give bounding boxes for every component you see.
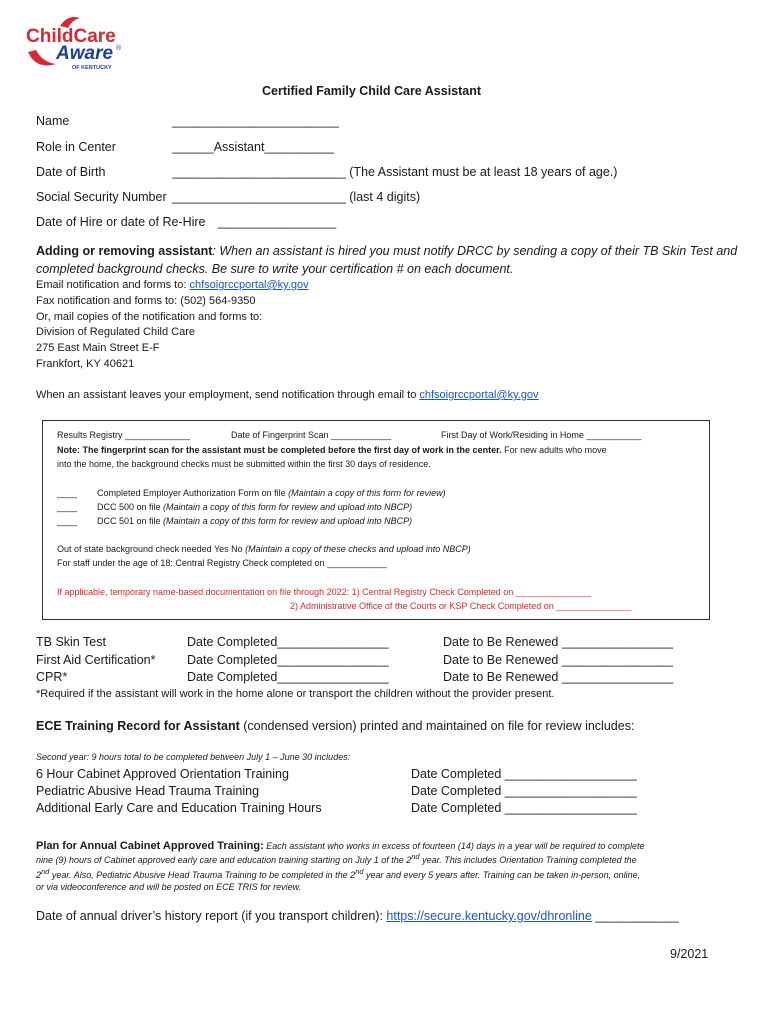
- plan-heading: Plan for Annual Cabinet Approved Training:: [36, 840, 264, 852]
- adding-text2: completed background checks. Be sure to write your certification # on each document.: [36, 262, 514, 276]
- first-day[interactable]: First Day of Work/Residing in Home ___________: [441, 430, 642, 440]
- plan-text3b: year. Also, Pediatric Abusive Head Trauma Training to be completed in the 2: [49, 870, 356, 880]
- item3-note: (Maintain a copy of this form for review and upload into NBCP): [163, 516, 413, 526]
- email-line: [36, 279, 309, 291]
- ece-heading: [36, 719, 634, 733]
- item1: [97, 488, 446, 498]
- fax-line: Fax notification and forms to: (502) 564-9350: [36, 295, 256, 307]
- logo-line2: Aware: [56, 43, 114, 64]
- adding-heading: Adding or removing assistant: [36, 244, 213, 258]
- additional-training-label: Additional Early Care and Education Training Hours: [36, 801, 322, 815]
- page-title: Certified Family Child Care Assistant: [262, 84, 482, 98]
- note-bold: Note: The fingerprint scan for the assistant must be completed before the first day of work in the center.: [57, 445, 502, 455]
- firstaid-completed[interactable]: Date Completed________________: [187, 653, 389, 667]
- role-field[interactable]: ______Assistant__________: [172, 140, 334, 154]
- note-line1: [57, 445, 607, 455]
- additional-training-date[interactable]: Date Completed ___________________: [411, 801, 637, 815]
- required-footnote: *Required if the assistant will work in the home alone or transport the children without the provider present.: [36, 688, 555, 700]
- plan-text3c: year and every 5 years after. Training can be taken in-person, online,: [363, 870, 641, 880]
- plan-text2a: nine (9) hours of Cabinet approved early care and education training starting on July 1 of the 2: [36, 855, 412, 865]
- plan-text1: Each assistant who works in excess of fourteen (14) days in a year will be required to complete: [263, 841, 645, 851]
- hire-label: Date of Hire or date of Re-Hire: [36, 215, 206, 229]
- drivers-line: [36, 909, 679, 923]
- cpr-label: CPR*: [36, 670, 68, 684]
- leave-line: [36, 389, 539, 401]
- hire-field[interactable]: _________________: [218, 215, 337, 229]
- out-of-state-line: [57, 544, 471, 554]
- orientation-label: 6 Hour Cabinet Approved Orientation Training: [36, 767, 289, 781]
- dob-field[interactable]: _________________________ (The Assistant must be at least 18 years of age.): [172, 165, 618, 179]
- logo-registered: ®: [116, 45, 122, 52]
- address-line2: 275 East Main Street E-F: [36, 342, 160, 354]
- logo-sub: OF KENTUCKY: [72, 65, 112, 71]
- note-rest1: For new adults who move: [501, 445, 607, 455]
- item2: [97, 502, 412, 512]
- name-label: Name: [36, 114, 70, 128]
- plan-text3a: 2: [36, 870, 42, 880]
- out-of-state-note: (Maintain a copy of these checks and upload into NBCP): [245, 544, 471, 554]
- item3: [97, 516, 412, 526]
- ece-heading-rest: (condensed version) printed and maintained on file for review includes:: [239, 719, 635, 733]
- item2-text: DCC 500 on file: [97, 502, 164, 512]
- plan-sup2: nd: [41, 867, 50, 876]
- role-label: Role in Center: [36, 140, 116, 154]
- temp-doc-line2[interactable]: 2) Administrative Office of the Courts or KSP Check Completed on _______________: [290, 601, 632, 611]
- ece-heading-bold: ECE Training Record for Assistant: [36, 719, 240, 733]
- childcare-aware-logo: [22, 12, 126, 72]
- leave-email-link[interactable]: chfsoigrccportal@ky.gov: [419, 389, 539, 401]
- firstaid-renew[interactable]: Date to Be Renewed ________________: [443, 653, 674, 667]
- name-field[interactable]: ________________________: [172, 114, 339, 128]
- mail-line: Or, mail copies of the notification and forms to:: [36, 311, 263, 323]
- adding-line1: [36, 244, 737, 258]
- ssn-label: Social Security Number: [36, 190, 167, 204]
- item3-text: DCC 501 on file: [97, 516, 164, 526]
- ssn-field[interactable]: _________________________ (last 4 digits): [172, 190, 421, 204]
- drivers-link[interactable]: https://secure.kentucky.gov/dhronline: [386, 909, 592, 923]
- item1-text: Completed Employer Authorization Form on file: [97, 488, 289, 498]
- ahtt-label: Pediatric Abusive Head Trauma Training: [36, 784, 260, 798]
- item1-note: (Maintain a copy of this form for review): [288, 488, 446, 498]
- plan-sup3: nd: [355, 867, 364, 876]
- out-of-state-text[interactable]: Out of state background check needed Yes No: [57, 544, 246, 554]
- address-line3: Frankfort, KY 40621: [36, 358, 135, 370]
- under18-line[interactable]: For staff under the age of 18: Central Registry Check completed on ____________: [57, 558, 388, 568]
- plan-line4: or via videoconference and will be posted on ECE TRIS for review.: [36, 882, 302, 892]
- adding-text1: : When an assistant is hired you must notify DRCC by sending a copy of their TB Skin Test and: [212, 244, 738, 258]
- item2-note: (Maintain a copy of this form for review and upload into NBCP): [163, 502, 413, 512]
- cpr-renew[interactable]: Date to Be Renewed ________________: [443, 670, 674, 684]
- dob-label: Date of Birth: [36, 165, 106, 179]
- item3-blank[interactable]: ____: [57, 516, 78, 526]
- cpr-completed[interactable]: Date Completed________________: [187, 670, 389, 684]
- temp-doc-line1[interactable]: If applicable, temporary name-based documentation on file through 2022: 1) Central Registry Check Completed on _______________: [57, 587, 591, 597]
- plan-text2b: year. This includes Orientation Training completed the: [419, 855, 637, 865]
- plan-line3: [36, 867, 640, 880]
- ahtt-date[interactable]: Date Completed ___________________: [411, 784, 637, 798]
- item2-blank[interactable]: ____: [57, 502, 78, 512]
- leave-prefix: When an assistant leaves your employment, send notification through email to: [36, 389, 420, 401]
- email-link[interactable]: chfsoigrccportal@ky.gov: [189, 279, 309, 291]
- fingerprint-date[interactable]: Date of Fingerprint Scan ____________: [231, 430, 392, 440]
- email-prefix: Email notification and forms to:: [36, 279, 190, 291]
- plan-line2: [36, 852, 637, 865]
- drivers-text: Date of annual driver’s history report (if you transport children):: [36, 909, 387, 923]
- item1-blank[interactable]: ____: [57, 488, 78, 498]
- tb-renew[interactable]: Date to Be Renewed ________________: [443, 635, 674, 649]
- footer-date: 9/2021: [670, 947, 709, 961]
- note-line2: into the home, the background checks must be submitted within the first 30 days of residence.: [57, 459, 431, 469]
- address-line1: Division of Regulated Child Care: [36, 326, 195, 338]
- tb-label: TB Skin Test: [36, 635, 106, 649]
- logo-line1: ChildCare: [26, 26, 116, 47]
- tb-completed[interactable]: Date Completed________________: [187, 635, 389, 649]
- firstaid-label: First Aid Certification*: [36, 653, 156, 667]
- plan-sup1: nd: [411, 852, 420, 861]
- second-year-note: Second year: 9 hours total to be completed between July 1 – June 30 includes:: [36, 752, 351, 762]
- results-registry[interactable]: Results Registry _____________: [57, 430, 191, 440]
- orientation-date[interactable]: Date Completed ___________________: [411, 767, 637, 781]
- drivers-blank[interactable]: ____________: [591, 909, 679, 923]
